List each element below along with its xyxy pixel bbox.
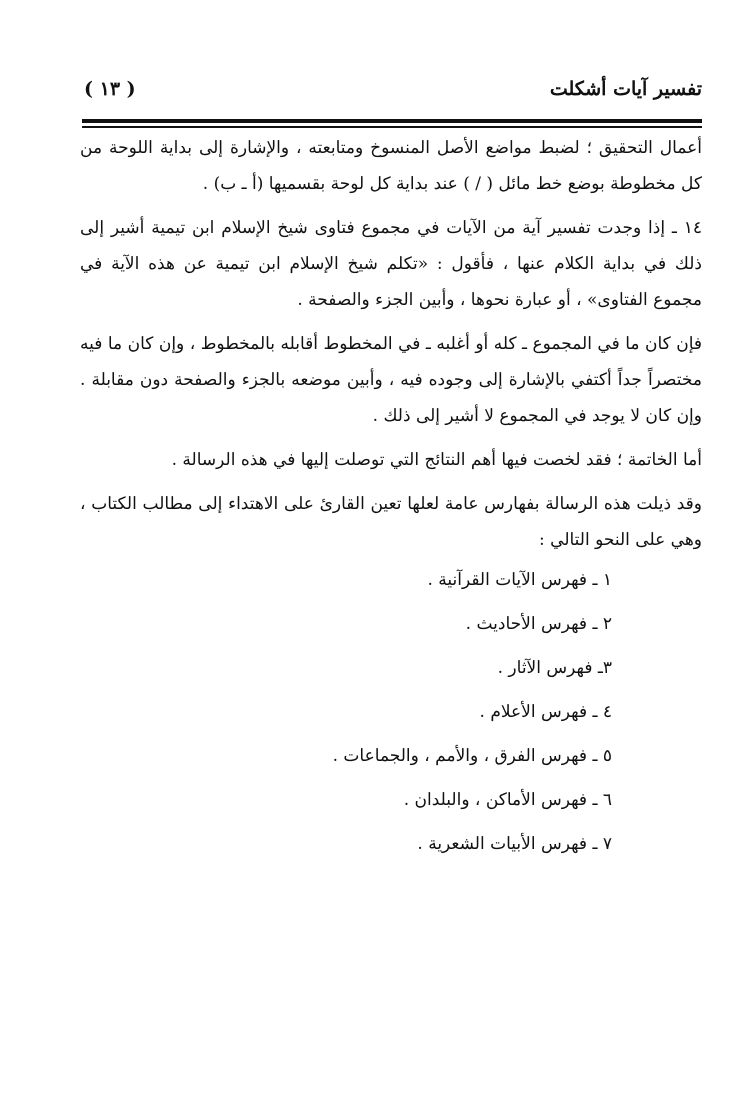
index-list-item: ٦ ـ فهرس الأماكن ، والبلدان . — [403, 790, 612, 810]
running-title: تفسير آيات أشكلت — [549, 78, 702, 100]
body-text — [80, 130, 702, 870]
index-list-item: ٣ـ فهرس الآثار . — [497, 658, 612, 678]
paragraph-methodology-end: أعمال التحقيق ؛ لضبط مواضع الأصل المنسوخ ومتابعته ، والإشارة إلى بداية اللوحة من كل مخطوطة بوضع خط مائل ( / ) عند بداية كل لوحة بقسميها (أ ـ ب) . — [80, 138, 702, 194]
index-list-item: ٧ ـ فهرس الأبيات الشعرية . — [417, 834, 612, 854]
index-list-item: ٥ ـ فهرس الفرق ، والأمم ، والجماعات . — [332, 746, 612, 766]
paragraph-comparison: فإن كان ما في المجموع ـ كله أو أغلبه ـ في المخطوط أقابله بالمخطوط ، وإن كان ما فيه مختصراً جداً أكتفي بالإشارة إلى وجوده فيه ، وأبين موضعه بالجزء والصفحة دون مقابلة . وإن كان لا يوجد في المجموع لا أشير إلى ذلك . — [80, 334, 702, 426]
paragraph-indexes-intro: وقد ذيلت هذه الرسالة بفهارس عامة لعلها تعين القارئ على الاهتداء إلى مطالب الكتاب ، وهي على النحو التالي : — [80, 494, 702, 550]
header-rule-thick — [82, 119, 702, 123]
index-list-item: ٢ ـ فهرس الأحاديث . — [465, 614, 612, 634]
paragraph-conclusion: أما الخاتمة ؛ فقد لخصت فيها أهم النتائج التي توصلت إليها في هذه الرسالة . — [171, 450, 702, 470]
page-number: ( ١٣ ) — [84, 78, 136, 100]
page-header — [82, 78, 702, 118]
index-list-item: ١ ـ فهرس الآيات القرآنية . — [427, 570, 612, 590]
index-list — [80, 562, 702, 862]
index-list-item: ٤ ـ فهرس الأعلام . — [479, 702, 612, 722]
header-rule-thin — [82, 126, 702, 128]
paragraph-item-14: ١٤ ـ إذا وجدت تفسير آية من الآيات في مجموع فتاوى شيخ الإسلام ابن تيمية أشير إلى ذلك في بداية الكلام عنها ، فأقول : «تكلم شيخ الإسلام ابن تيمية عن هذه الآية في مجموع الفتاوى» ، أو عبارة نحوها ، وأبين الجزء والصفحة . — [80, 218, 702, 310]
